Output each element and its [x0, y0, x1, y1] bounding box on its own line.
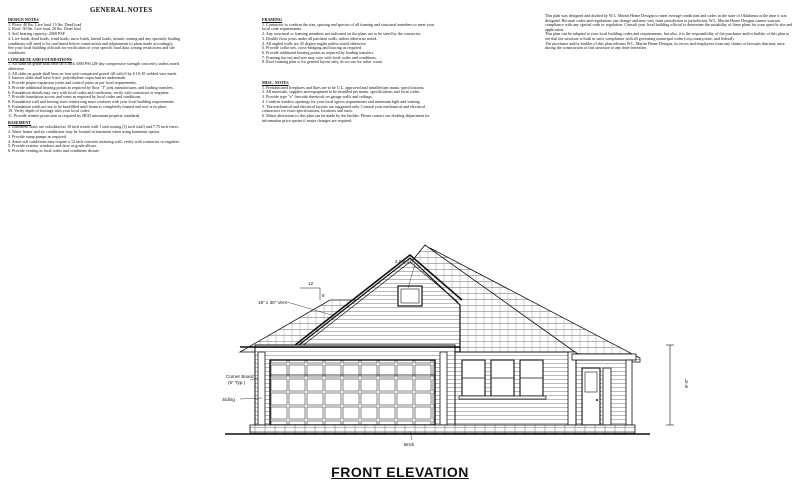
- note-line: 1. Basement stairs are calculated as 10 inch treads with 1 inch nosing (1) inch total) and 7.75 inch risers.: [8, 125, 179, 130]
- note-line: 3. Provide sump pumps as required.: [8, 134, 67, 139]
- note-line: 3. Provide type "x" firecode sheetrock on garage walls and ceilings.: [262, 95, 373, 100]
- corner-board-size-label: (6" Typ.): [228, 380, 246, 385]
- note-line: 1. Contractor to confirm the size, spacing and species of all framing and structural members to meet your: [262, 22, 435, 27]
- note-line: 2. Roof: 30 lbs. Live load, 20 lbs. Dead load: [8, 27, 81, 32]
- basement-notes-heading: BASEMENT: [8, 119, 31, 125]
- note-line: contractors for exact specifications, locations and sizes.: [262, 109, 353, 114]
- pitch-rise-label: 8: [322, 293, 325, 298]
- note-line: 7. Provide foundation access and vents as required by local codes and conditions.: [8, 95, 142, 100]
- brick-label: Brick: [404, 442, 415, 447]
- design-notes-heading: DESIGN NOTES: [8, 17, 39, 22]
- note-line: 6. Provide additional bearing points as required by loading transfers.: [262, 50, 375, 55]
- note-line: 4. Confirm window openings for your local egress requirements and minimum light and venting.: [262, 99, 421, 104]
- vent-size-label: 2.0 x 3.0: [395, 259, 413, 264]
- note-line: 11. Provide termite protection as required by HUD minimum property standards.: [8, 114, 141, 119]
- disclaimer-paragraph-3: The purchaser and/or builder of this plan releases W.L. Martin Home Designs, its errors and employees from any claims or lawsuits that may arise during the construction of this structure or any time thereafter.: [545, 40, 785, 51]
- note-line: 4. Provide proper expansion joints and control joints as per local requirements.: [8, 81, 138, 86]
- note-line: 6. Minor alterations to this plan can be made by the builder. Please contact our drafting department for: [262, 113, 430, 118]
- garage-door: [270, 360, 435, 425]
- note-line: 4. All angled walls are 45 degree angles unless noted otherwise.: [262, 41, 367, 46]
- note-line: local code requirements.: [262, 27, 303, 32]
- porch-column: [568, 352, 576, 425]
- note-line: information price quotes if major changes are required.: [262, 118, 353, 123]
- misc-notes-heading: MISC. NOTES: [262, 80, 289, 86]
- framing-notes-heading: FRAMING: [262, 17, 283, 22]
- pitch-run-label: 12: [308, 281, 314, 286]
- note-line: 3. Interior slabs shall have 6 mil. polyethylene vapor barrier underneath.: [8, 76, 127, 81]
- note-line: 5. Provide exterior windows and door as grade allows.: [8, 144, 98, 149]
- disclaimer-paragraph-1: This plan was designed and drafted by W.L. Martin Home Designs to meet average conditions and codes in the state of Oklahoma at the time it was designed. Because codes and regulations can change and may vary from jurisdiction to jurisdiction, W.L. Martin Home Designs cannot warrant compliance with any special code or regulation. Consult your local building official to determine the suitability of these plans for your specific site and application.: [545, 13, 793, 32]
- siding-label: Siding: [222, 397, 235, 402]
- note-line: 2. All materials, supplies and equipment to be installed per manu. specifications and local codes.: [262, 90, 421, 95]
- note-line: 5. The mechanical and electrical layouts are suggested only. Consult your mechanical and electrical: [262, 104, 426, 109]
- note-line: 5. Provide collar ties, cross-bridging and bracing as required.: [262, 46, 362, 51]
- note-line: 1. Floor: 40 lbs. Live load, 15 lbs. Dead load: [8, 22, 82, 27]
- corner-board-right: [440, 352, 447, 425]
- note-line: 1. Prefabricated fireplaces and flues are to be U.L. approved and installed per manu. specifications.: [262, 85, 425, 90]
- note-line: conditions.: [8, 50, 27, 55]
- note-line: 6. Foundation details may vary with local codes and conditions, verify with contractor or engineer.: [8, 90, 170, 95]
- front-windows: [459, 360, 546, 399]
- general-notes-title: GENERAL NOTES: [90, 6, 153, 14]
- note-line: 2. Any structural or framing members not indicated on the plans are to be sized by the contractor.: [262, 32, 422, 37]
- note-line: See your local building officials for verification of your specific load data, zoning restrictions and site: [8, 46, 175, 51]
- note-line: 2. Water heater and air conditioner may be located in basement when using basement option.: [8, 130, 160, 135]
- plate-height-label: 9'-0": [684, 378, 689, 388]
- note-line: 1. All slabs on grade shall bear on 4 inch 3000 PSI (28-day compressive strength concrete), unless noted: [8, 62, 179, 67]
- note-line: 10. Verify depth of footings with your local codes.: [8, 109, 91, 114]
- note-line: 8. Foundation wall and footing sizes reinforcing must conform with your local building requirements.: [8, 99, 175, 104]
- note-line: 8. Roof framing plan is for general layout only, do no use for rafter count.: [262, 60, 383, 65]
- disclaimer-paragraph-2: This plan can be adapted to your local building codes and requirements, but also, it is the responsibility of the purchaser and/or builder of this plan to see that the structure is built in strict compliance with all governing municipal codes (city,county,state, and federal).: [545, 31, 790, 41]
- note-line: 7. Framing lay-out and size may vary with local codes and conditions.: [262, 55, 377, 60]
- concrete-notes-heading: CONCRETE AND FOUNDATIONS: [8, 56, 72, 62]
- note-line: 3. Double floor joists under all partition walls, unless otherwise noted.: [262, 36, 378, 41]
- elevation-caption: FRONT ELEVATION: [331, 464, 469, 480]
- note-line: 4. Live loads, dead loads, wind loads, snow loads, lateral loads, seismic zoning and any specialty loading: [8, 36, 181, 41]
- corner-board-label: Corner Board: [226, 374, 254, 379]
- note-line: otherwise.: [8, 67, 25, 72]
- note-line: 6. Provide venting as local codes and conditions dictate.: [8, 148, 100, 153]
- note-line: 4. Some soil conditions may require a 12 inch concrete retaining wall, verify with contractor or engineer.: [8, 139, 180, 144]
- corner-board-left: [258, 352, 265, 425]
- note-line: 9. Foundation walls are not to be backfilled until house is completely framed and roof is in place.: [8, 104, 168, 109]
- note-line: 3. Soil bearing capacity: 2000 PSF: [8, 32, 65, 37]
- note-line: 2. All slabs on grade shall bear on four inch compacted gravel fill with 6 by 6 10-10 welded wire mesh.: [8, 71, 178, 76]
- note-line: 5. Provide additional bearing points as required by floor "I" joist manufacturer, and loading transfers.: [8, 85, 174, 90]
- note-line: conditions will need to be confirmed before construction and adjustments to plans made accordingly.: [8, 41, 174, 46]
- brick-base: [250, 425, 635, 433]
- side-vent-label: 18" x 30" Vent: [258, 300, 287, 305]
